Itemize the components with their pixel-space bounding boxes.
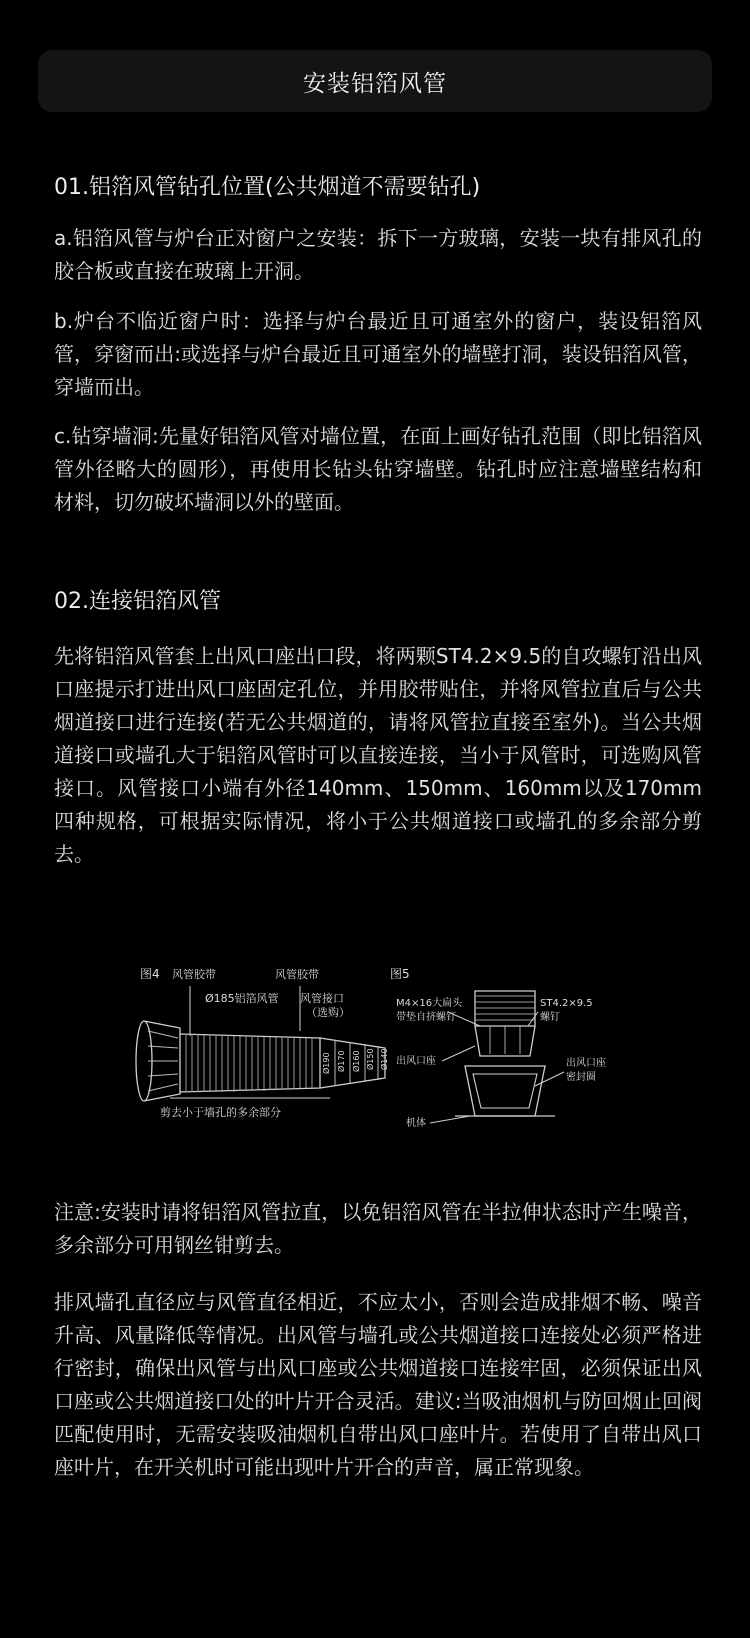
fig5-leader-outlet <box>442 1046 475 1061</box>
section3-para-note: 注意:安装时请将铝箔风管拉直，以免铝箔风管在半拉伸状态时产生噪音，多余部分可用钢丝钳剪去。 <box>54 1200 702 1257</box>
fig5-seal-line1: 出风口座 <box>566 1058 606 1069</box>
section1-para-a-wrap <box>54 222 702 288</box>
fig4-size-170: Ø170 <box>337 1050 346 1072</box>
section-drill-position <box>54 172 702 204</box>
fig4-size-160: Ø160 <box>352 1050 361 1072</box>
section1-para-b-wrap <box>54 305 702 404</box>
section2-para: 先将铝箔风管套上出风口座出口段，将两颗ST4.2×9.5的自攻螺钉沿出风口座提示打进出风口座固定孔位，并用胶带贴住，并将风管拉直后与公共烟道接口进行连接(若无公共烟道的，请将风管拉直接至室外)。当公共烟道接口或墙孔大于铝箔风管时可以直接连接，当小于风管时，可选购风管接口。风管接口小端有外径140mm、150mm、160mm以及170mm四种规格，可根据实际情况，将小于公共烟道接口或墙孔的多余部分剪去。 <box>54 644 702 866</box>
installation-figure <box>130 966 650 1156</box>
section1-heading: 01.铝箔风管钻孔位置(公共烟道不需要钻孔) <box>54 175 481 200</box>
fig4-adapter-line1: 风管接口 <box>300 992 344 1005</box>
fig4-size-150: Ø150 <box>366 1048 375 1070</box>
fig5-screw-right-line2: 螺钉 <box>540 1012 560 1023</box>
fig4-tape-left: 风管胶带 <box>172 968 216 981</box>
fig4-outlet-seat <box>136 1021 180 1101</box>
fig4-tape-right: 风管胶带 <box>275 968 319 981</box>
section3-para-note-wrap <box>54 1196 702 1262</box>
fig4-adapter-line2: （选购） <box>306 1006 350 1019</box>
section2-heading: 02.连接铝箔风管 <box>54 589 221 614</box>
fig4-cut-note: 剪去小于墙孔的多余部分 <box>160 1106 281 1119</box>
section2-para-wrap <box>54 640 702 871</box>
fig5-outlet-assembly <box>455 991 555 1116</box>
fig4-duct-label: Ø185铝箔风管 <box>205 992 279 1005</box>
fig5-seal-line2: 密封圈 <box>566 1072 596 1083</box>
title-bar <box>38 50 712 112</box>
section-connect-duct <box>54 586 702 618</box>
section1-para-c-wrap <box>54 420 702 519</box>
fig5-outlet-label: 出风口座 <box>396 1056 436 1067</box>
fig4-size-labels <box>321 1048 389 1074</box>
fig4-size-190: Ø190 <box>322 1052 331 1074</box>
fig4-label: 图4 <box>140 967 160 981</box>
fig5-screw-left-line2: 带垫自挤螺钉 <box>396 1012 456 1023</box>
fig4-corrugated-duct <box>180 1034 320 1092</box>
section3-para-seal: 排风墙孔直径应与风管直径相近，不应太小，否则会造成排烟不畅、噪音升高、风量降低等情况。出风管与墙孔或公共烟道接口连接处必须严格进行密封，确保出风管与出风口座或公共烟道接口连接牢固，必须保证出风口座或公共烟道接口处的叶片开合灵活。建议:当吸油烟机与防回烟止回阀匹配使用时，无需安装吸油烟机自带出风口座叶片。若使用了自带出风口座叶片，在开关机时可能出现叶片开合的声音，属正常现象。 <box>54 1290 702 1479</box>
page-title: 安装铝箔风管 <box>303 70 447 97</box>
section1-para-a: a.铝箔风管与炉台正对窗户之安装：拆下一方玻璃，安装一块有排风孔的胶合板或直接在玻璃上开洞。 <box>54 226 702 283</box>
fig5-body-label: 机体 <box>406 1118 426 1129</box>
fig4-size-140: Ø140 <box>380 1048 389 1070</box>
fig5-screw-right-line1: ST4.2×9.5 <box>540 998 593 1009</box>
fig5-leader-seal <box>535 1072 564 1086</box>
section3-para-seal-wrap <box>54 1286 702 1484</box>
section1-para-b: b.炉台不临近窗户时：选择与炉台最近且可通室外的窗户，装设铝箔风管，穿窗而出:或选择与炉台最近且可通室外的墙壁打洞，装设铝箔风管，穿墙而出。 <box>54 309 702 399</box>
fig5-screw-left-line1: M4×16大扁头 <box>396 998 463 1009</box>
fig5-leader-body <box>430 1116 470 1123</box>
fig5-label: 图5 <box>390 967 410 981</box>
section1-para-c: c.钻穿墙洞:先量好铝箔风管对墙位置，在面上画好钻孔范围（即比铝箔风管外径略大的圆形），再使用长钻头钻穿墙壁。钻孔时应注意墙壁结构和材料，切勿破坏墙洞以外的壁面。 <box>54 424 702 514</box>
